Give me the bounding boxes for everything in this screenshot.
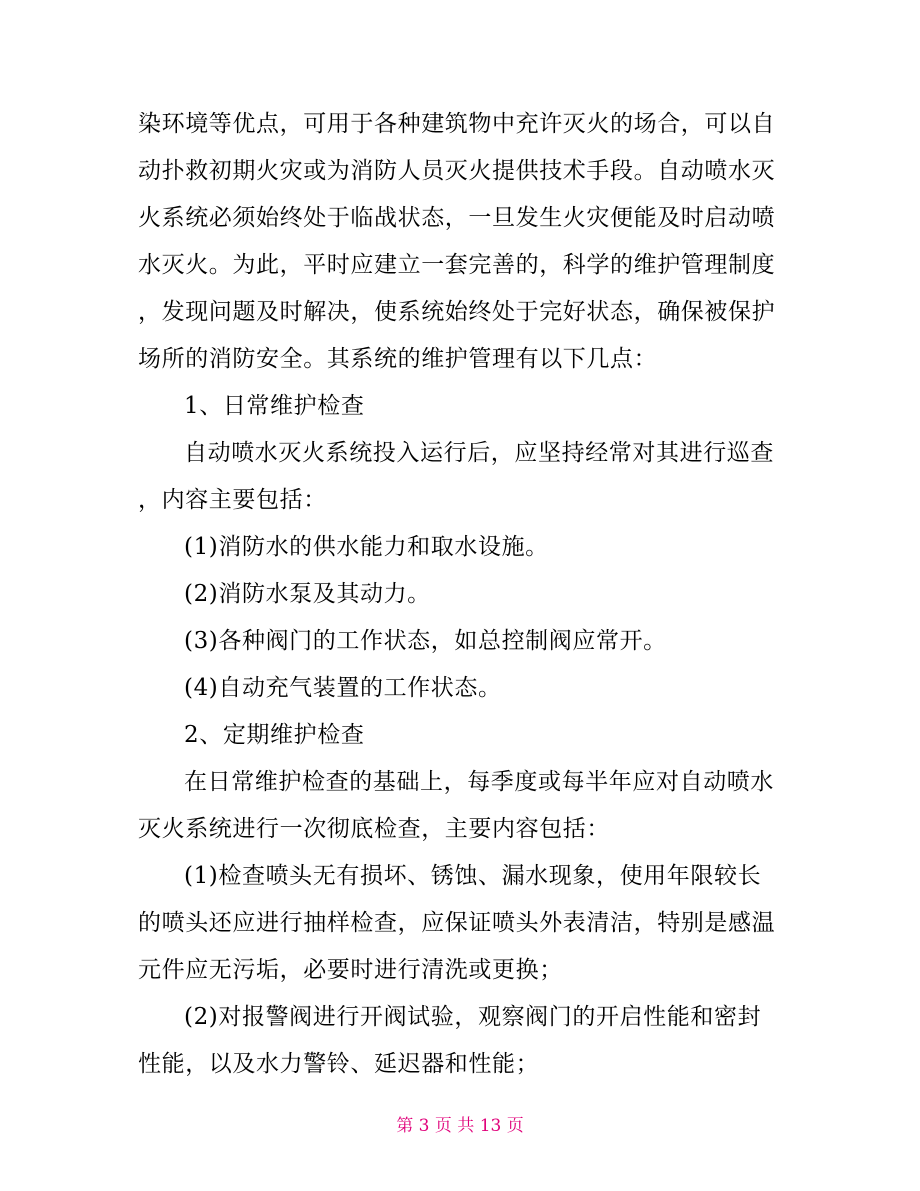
list-item: (1)检查喷头无有损坏、锈蚀、漏水现象，使用年限较长 [184,863,762,889]
paragraph-line: 性能，以及水力警铃、延迟器和性能； [138,1051,540,1077]
paragraph-line: 动扑救初期火灾或为消防人员灭火提供技术手段。自动喷水灭 [138,158,776,184]
paragraph-line: 灭火系统进行一次彻底检查，主要内容包括： [138,816,610,842]
list-item: (1)消防水的供水能力和取水设施。 [184,534,549,560]
paragraph-line: 水灭火。为此，平时应建立一套完善的，科学的维护管理制度 [138,252,776,278]
page-number-footer: 第 3 页 共 13 页 [396,1116,524,1136]
list-item: (2)消防水泵及其动力。 [184,581,431,607]
section-heading: 2、定期维护检查 [184,722,365,748]
paragraph-line: ，内容主要包括： [138,487,327,513]
paragraph-line: 染环境等优点，可用于各种建筑物中充许灭火的场合，可以自 [138,111,776,137]
paragraph-line: 火系统必须始终处于临战状态，一旦发生火灾便能及时启动喷 [138,205,776,231]
paragraph-line: 自动喷水灭火系统投入运行后，应坚持经常对其进行巡查 [184,440,774,466]
list-item: (3)各种阀门的工作状态，如总控制阀应常开。 [184,628,667,654]
section-heading: 1、日常维护检查 [184,393,365,419]
list-item: (2)对报警阀进行开阀试验，观察阀门的开启性能和密封 [184,1004,762,1030]
paragraph-line: ，发现问题及时解决，使系统始终处于完好状态，确保被保护 [138,299,776,325]
paragraph-line: 元件应无污垢，必要时进行清洗或更换； [138,957,563,983]
document-body [138,101,788,1088]
list-item: (4)自动充气装置的工作状态。 [184,675,502,701]
paragraph-line: 在日常维护检查的基础上，每季度或每半年应对自动喷水 [184,769,774,795]
paragraph-line: 的喷头还应进行抽样检查，应保证喷头外表清洁，特别是感温 [138,910,776,936]
paragraph-line: 场所的消防安全。其系统的维护管理有以下几点： [138,346,658,372]
